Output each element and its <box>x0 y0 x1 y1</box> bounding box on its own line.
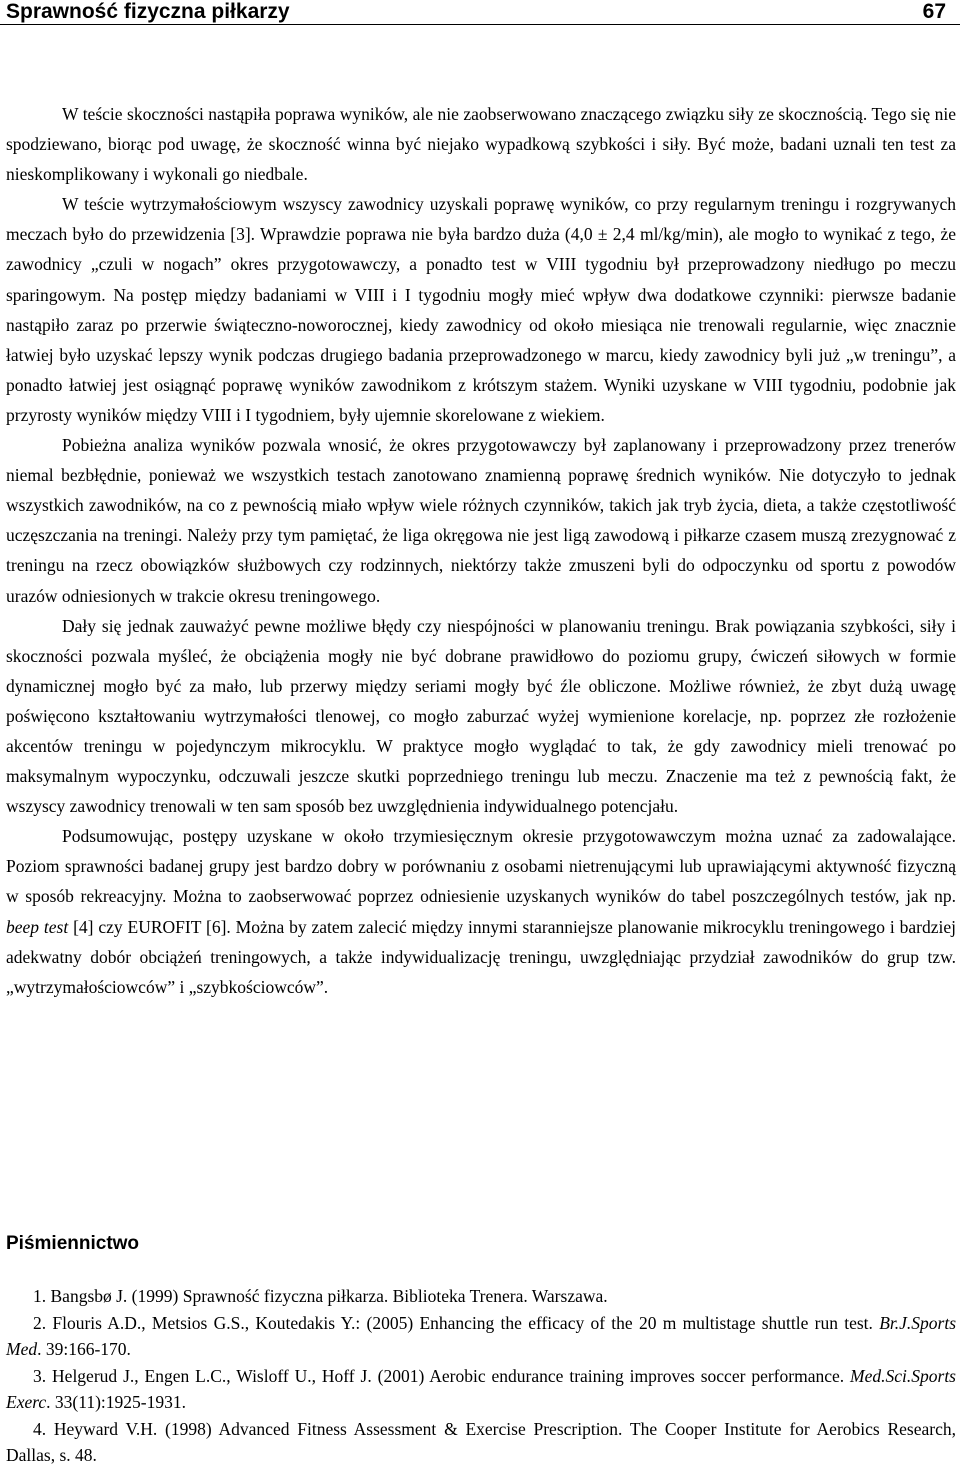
paragraph: W teście wytrzymałościowym wszyscy zawodnicy uzyskali poprawę wyników, co przy regularnym treningu i rozgrywanych meczach było do przewidzenia [3]. Wprawdzie poprawa nie była bardzo duża (4,0 ± 2,4 ml/kg/min), ale mogło to wynikać z tego, że zawodnicy „czuli w nogach” okres przygotowawczy, a ponadto test w VIII tygodniu był przeprowadzony niedługo po meczu sparingowym. Na postęp między badaniami w VIII i I tygodniu mogły mieć wpływ dwa dodatkowe czynniki: pierwsze badanie nastąpiło zaraz po przerwie świąteczno-noworocznej, kiedy zawodnicy od około miesiąca nie trenowali regularnie, więc znacznie łatwiej było uzyskać lepszy wynik podczas drugiego badania przeprowadzonego w marcu, kiedy zawodnicy byli już „w treningu”, a ponadto łatwiej jest osiągnąć poprawę wyników zawodnikom z krótszym stażem. Wyniki uzyskane w VIII tygodniu, podobnie jak przyrosty wyników między VIII i I tygodniem, były ujemnie skorelowane z wiekiem. <box>6 194 956 425</box>
body-text <box>6 99 956 1002</box>
italic-term: beep test <box>6 916 69 937</box>
references-heading: Piśmiennictwo <box>6 1233 140 1254</box>
references-list <box>6 1283 956 1469</box>
paragraph-summary <box>6 821 956 1002</box>
reference-item <box>6 1283 956 1310</box>
reference-item <box>6 1363 956 1416</box>
reference-item <box>6 1310 956 1363</box>
paragraph: Dały się jednak zauważyć pewne możliwe błędy czy niespójności w planowaniu treningu. Brak powiązania szybkości, siły i skoczności pozwala myśleć, że obciążenia mogły nie być dobrane prawidłowo do poziomu grupy, ćwiczeń siłowych w formie dynamicznej mogło być za mało, lub przerwy między seriami mogły być źle obliczone. Możliwe również, że zbyt dużą uwagę poświęcono kształtowaniu wytrzymałości tlenowej, co mogło zaburzać wyżej wymienione korelacje, np. poprzez złe rozłożenie akcentów treningu w pojedynczym mikrocyklu. W praktyce mogło wyglądać to tak, że gdy zawodnicy mieli trenować po maksymalnym wypoczynku, odczuwali jeszcze skutki poprzedniego treningu lub meczu. Znaczenie ma też z pewnością fakt, że wszyscy zawodnicy trenowali w ten sam sposób bez uwzględnienia indywidualnego potencjału. <box>6 615 956 817</box>
reference-item <box>6 1416 956 1469</box>
paragraph-text: Podsumowując, postępy uzyskane w około trzymiesięcznym okresie przygotowawczym można uznać za zadowalające. Poziom sprawności badanej grupy jest bardzo dobry w porównaniu z osobami nietrenującymi lub uprawiającymi aktywność fizyczną w sposób rekreacyjny. Można to zaobserwować poprzez odniesienie uzyskanych wyników do tabel poszczególnych testów, jak np. <box>6 826 956 907</box>
reference-tail: . 39:166-170. <box>37 1339 131 1359</box>
reference-tail: . 33(11):1925-1931. <box>46 1392 186 1412</box>
reference-text: 3. Helgerud J., Engen L.C., Wisloff U., Hoff J. (2001) Aerobic endurance training improves soccer performance. <box>33 1365 851 1386</box>
paragraph: W teście skoczności nastąpiła poprawa wyników, ale nie zaobserwowano znaczącego związku siły ze skocznością. Tego się nie spodziewano, biorąc pod uwagę, że skoczność winna być niejako wypadkową szybkości i siły. Być może, badani uznali ten test za nieskomplikowany i wykonali go niedbale. <box>6 104 956 185</box>
paragraph-text: [4] czy EUROFIT [6]. Można by zatem zalecić między innymi staranniejsze planowanie mikrocyklu treningowego i bardziej adekwatny dobór obciążeń treningowych, a także indywidualizację treningu, uwzględniając przydział zawodników do grup tzw. „wytrzymałościowców” i „szybkościowców”. <box>6 916 956 997</box>
paragraph: Pobieżna analiza wyników pozwala wnosić, że okres przygotowawczy był zaplanowany i przeprowadzony przez trenerów niemal bezbłędnie, ponieważ we wszystkich testach zanotowano znamienną poprawę średnich wyników. Nie dotyczyło to jednak wszystkich zawodników, na co z pewnością miało wpływ wiele różnych czynników, takich jak tryb życia, dieta, a także częstotliwość uczęszczania na treningi. Należy przy tym pamiętać, że liga okręgowa nie jest ligą zawodową i piłkarze czasem muszą zrezygnować z treningu na rzecz obowiązków służbowych czy rodzinnych, niektórzy także zmuszeni byli do odpoczynku od sportu z powodów urazów odniesionych w trakcie okresu treningowego. <box>6 435 956 606</box>
running-header <box>0 0 960 25</box>
reference-text: 4. Heyward V.H. (1998) Advanced Fitness Assessment & Exercise Prescription. The Cooper Institute for Aerobics Research, Dallas, s. 48. <box>6 1418 956 1465</box>
reference-text: 1. Bangsbø J. (1999) Sprawność fizyczna piłkarza. Biblioteka Trenera. Warszawa. <box>33 1286 608 1306</box>
reference-text: 2. Flouris A.D., Metsios G.S., Koutedakis Y.: (2005) Enhancing the efficacy of the 20 m multistage shuttle run test. <box>33 1312 880 1333</box>
page-number: 67 <box>922 0 946 23</box>
running-title: Sprawność fizyczna piłkarzy <box>6 0 290 23</box>
journal-name: Br.J.Sports Med <box>6 1312 956 1359</box>
journal-name: Med.Sci.Sports Exerc <box>6 1365 956 1412</box>
